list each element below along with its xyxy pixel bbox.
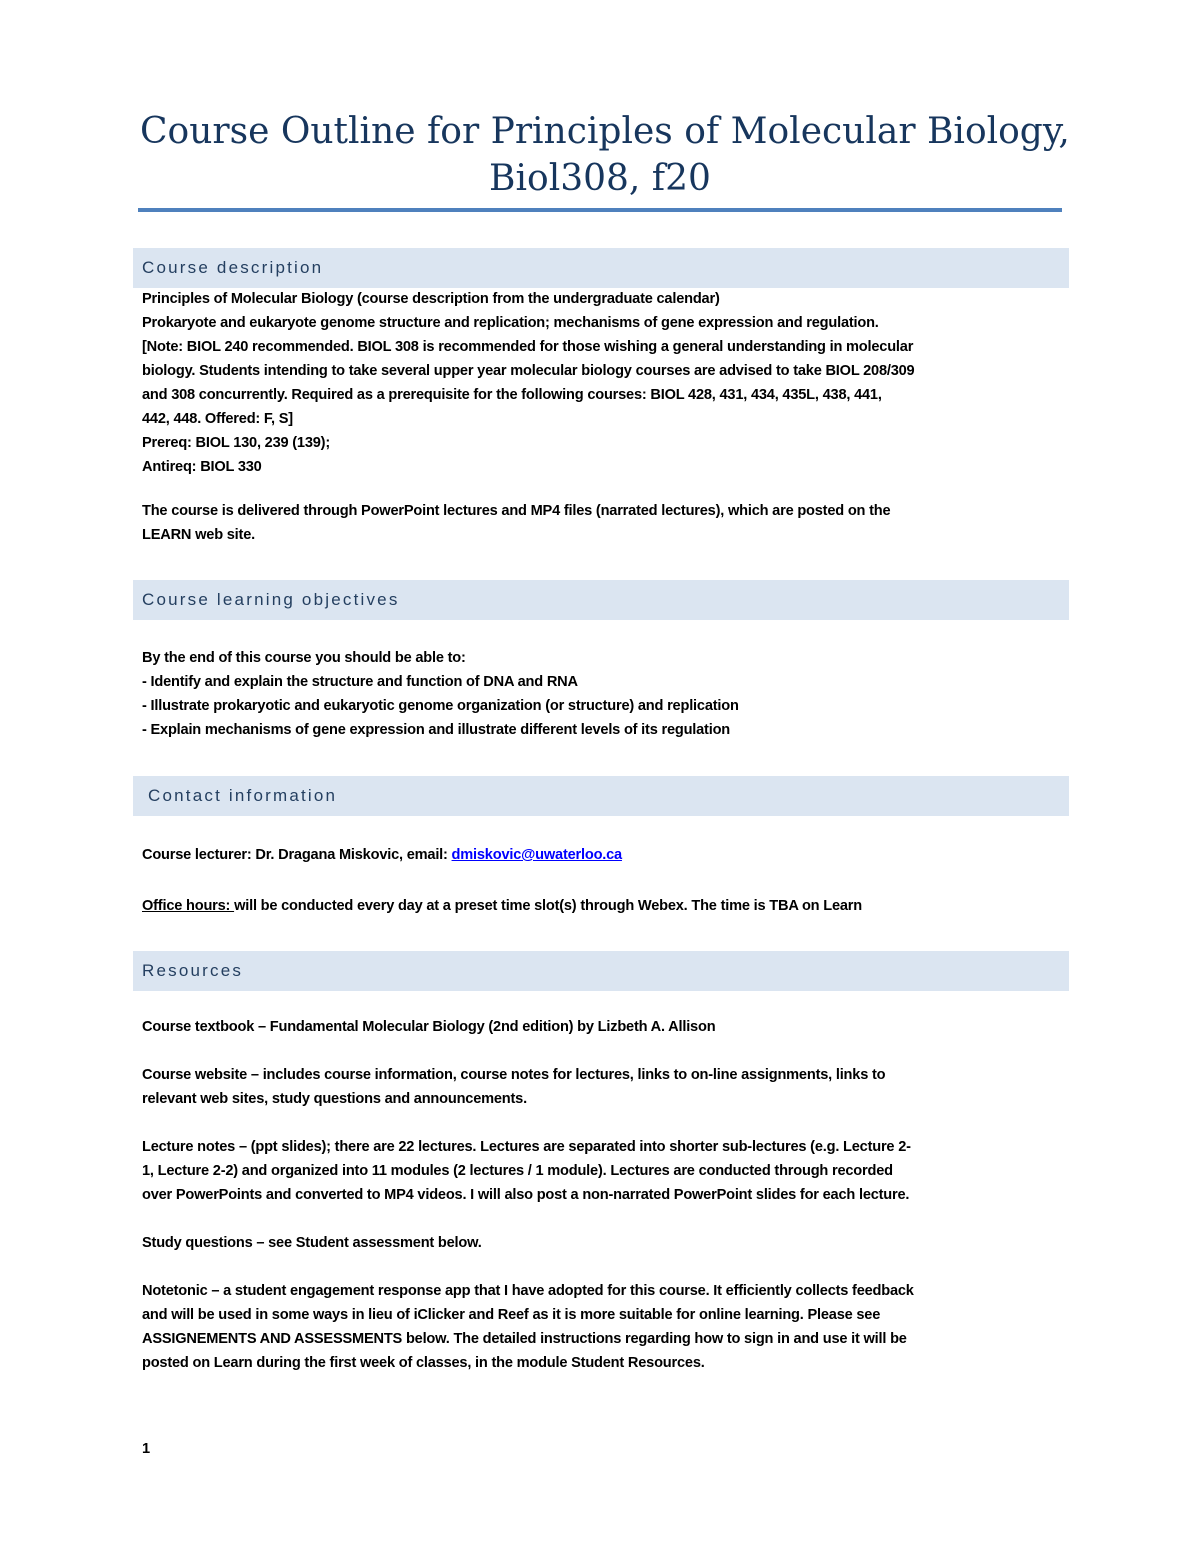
lecture-notes-line: over PowerPoints and converted to MP4 videos. I will also post a non-narrated PowerPoint slides for each lecture. bbox=[142, 1187, 910, 1203]
description-line: [Note: BIOL 240 recommended. BIOL 308 is recommended for those wishing a general understanding in molecular bbox=[142, 339, 914, 355]
antirequisite-line: Antireq: BIOL 330 bbox=[142, 459, 262, 475]
title-divider bbox=[138, 208, 1062, 212]
section-heading-course-description bbox=[133, 248, 1069, 288]
objective-item: - Illustrate prokaryotic and eukaryotic genome organization (or structure) and replication bbox=[142, 698, 739, 714]
website-line: Course website – includes course information, course notes for lectures, links to on-line assignments, links to bbox=[142, 1067, 886, 1083]
office-hours-text-line bbox=[142, 894, 1062, 918]
description-line: Prokaryote and eukaryote genome structure and replication; mechanisms of gene expression and regulation. bbox=[142, 315, 879, 331]
notetonic-line: and will be used in some ways in lieu of iClicker and Reef as it is more suitable for online learning. Please see bbox=[142, 1307, 881, 1323]
section-heading-label: Resources bbox=[142, 961, 244, 980]
paragraph-gap bbox=[142, 1039, 1062, 1063]
description-line: 442, 448. Offered: F, S] bbox=[142, 411, 293, 427]
resources-body bbox=[142, 1015, 1062, 1375]
lecture-notes-line: 1, Lecture 2-2) and organized into 11 modules (2 lectures / 1 module). Lectures are conducted through recorded bbox=[142, 1163, 893, 1179]
prerequisite-line: Prereq: BIOL 130, 239 (139); bbox=[142, 435, 330, 451]
description-line: Principles of Molecular Biology (course description from the undergraduate calendar) bbox=[142, 291, 720, 307]
textbook-line: Course textbook – Fundamental Molecular Biology (2nd edition) by Lizbeth A. Allison bbox=[142, 1019, 716, 1035]
section-heading-resources bbox=[133, 951, 1069, 991]
paragraph-gap bbox=[142, 1255, 1062, 1279]
delivery-line: The course is delivered through PowerPoint lectures and MP4 files (narrated lectures), which are posted on the bbox=[142, 503, 891, 519]
section-heading-label: Course description bbox=[142, 258, 324, 277]
objectives-intro: By the end of this course you should be able to: bbox=[142, 650, 466, 666]
notetonic-line: ASSIGNEMENTS AND ASSESSMENTS below. The detailed instructions regarding how to sign in and use it will be bbox=[142, 1331, 907, 1347]
course-delivery-paragraph bbox=[142, 499, 1062, 547]
course-description-body bbox=[142, 287, 1062, 479]
lecturer-line bbox=[142, 843, 1062, 867]
study-questions-line: Study questions – see Student assessment below. bbox=[142, 1235, 482, 1251]
objective-item: - Explain mechanisms of gene expression and illustrate different levels of its regulation bbox=[142, 722, 730, 738]
section-heading-contact-information bbox=[133, 776, 1069, 816]
page-number: 1 bbox=[142, 1441, 151, 1457]
document-title-line-2: Biol308, f20 bbox=[489, 158, 711, 199]
description-line: and 308 concurrently. Required as a prerequisite for the following courses: BIOL 428, 431, 434, 435L, 438, 441, bbox=[142, 387, 882, 403]
notetonic-line: posted on Learn during the first week of classes, in the module Student Resources. bbox=[142, 1355, 705, 1371]
office-hours-label: Office hours: bbox=[142, 898, 235, 914]
objective-item: - Identify and explain the structure and function of DNA and RNA bbox=[142, 674, 578, 690]
website-line: relevant web sites, study questions and announcements. bbox=[142, 1091, 527, 1107]
section-heading-label: Contact information bbox=[148, 786, 338, 805]
paragraph-gap bbox=[142, 1207, 1062, 1231]
office-hours-details: will be conducted every day at a preset time slot(s) through Webex. The time is TBA on Learn bbox=[234, 898, 862, 914]
document-title bbox=[140, 108, 1070, 202]
lecturer-email-link[interactable]: dmiskovic@uwaterloo.ca bbox=[451, 847, 622, 863]
office-hours-line bbox=[142, 894, 1062, 918]
lecturer-label: Course lecturer: Dr. Dragana Miskovic, email: bbox=[142, 847, 452, 863]
document-title-line-1: Course Outline for Principles of Molecular Biology, bbox=[140, 111, 1070, 152]
delivery-line: LEARN web site. bbox=[142, 527, 255, 543]
lecture-notes-line: Lecture notes – (ppt slides); there are 22 lectures. Lectures are separated into shorter sub-lectures (e.g. Lecture 2- bbox=[142, 1139, 911, 1155]
lecturer-contact-line bbox=[142, 843, 1062, 867]
learning-objectives-list bbox=[142, 646, 1062, 742]
notetonic-line: Notetonic – a student engagement response app that I have adopted for this course. It efficiently collects feedback bbox=[142, 1283, 914, 1299]
section-heading-label: Course learning objectives bbox=[142, 590, 400, 609]
description-line: biology. Students intending to take several upper year molecular biology courses are advised to take BIOL 208/309 bbox=[142, 363, 915, 379]
paragraph-gap bbox=[142, 1111, 1062, 1135]
section-heading-learning-objectives bbox=[133, 580, 1069, 620]
